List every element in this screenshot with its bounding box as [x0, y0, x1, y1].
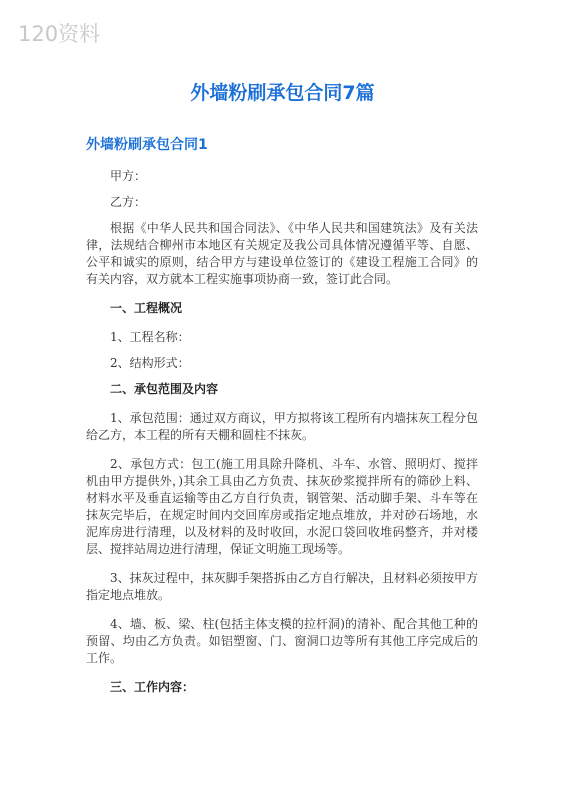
- watermark: 120资料: [18, 22, 101, 46]
- scope-clause-1: 1、承包范围：通过双方商议，甲方拟将该工程所有内墙抹灰工程分包给乙方，本工程的所有天棚和圆柱不抹灰。: [86, 411, 478, 442]
- party-a-line: 甲方：: [110, 169, 147, 183]
- project-name-line: 1、工程名称：: [110, 330, 190, 344]
- heading-project-overview: 一、工程概况: [110, 301, 183, 315]
- contract-body: [86, 168, 478, 708]
- scope-clause-3: 3、抹灰过程中，抹灰脚手架搭拆由乙方自行解决，且材料必须按甲方指定地点堆放。: [86, 571, 478, 602]
- party-b-line: 乙方：: [110, 195, 147, 209]
- section-title: 外墙粉刷承包合同1: [86, 137, 208, 153]
- preamble-paragraph: 根据《中华人民共和国合同法》、《中华人民共和国建筑法》及有关法律，法规结合柳州市本地区有关规定及我公司具体情况遵循平等、自愿、公平和诚实的原则，结合甲方与建设单位签订的《建设工程施工合同》的有关内容，双方就本工程实施事项协商一致，签订此合同。: [86, 221, 478, 286]
- heading-work-content: 三、工作内容：: [110, 680, 195, 694]
- scope-clause-2: 2、承包方式：包工(施工用具除升降机、斗车、水管、照明灯、搅拌机由甲方提供外，)其余工具由乙方负责、抹灰砂浆搅拌所有的筛砂上料、材料水平及垂直运输等由乙方自行负责，钢管架、活动脚手架、斗车等在抹灰完毕后，在规定时间内交回库房或指定地点堆放，并对砂石场地，水泥库房进行清理，以及材料的及时收回，水泥口袋回收堆码整齐，并对楼层、搅拌站周边进行清理，保证文明施工现场等。: [86, 457, 478, 556]
- heading-scope: 二、承包范围及内容: [110, 382, 219, 396]
- document-title: 外墙粉刷承包合同7篇: [190, 82, 375, 104]
- scope-clause-4: 4、墙、板、梁、柱(包括主体支模的拉杆洞)的清补、配合其他工种的预留、均由乙方负责。如铝塑窗、门、窗洞口边等所有其他工序完成后的工作。: [86, 617, 478, 665]
- structure-type-line: 2、结构形式：: [110, 356, 190, 370]
